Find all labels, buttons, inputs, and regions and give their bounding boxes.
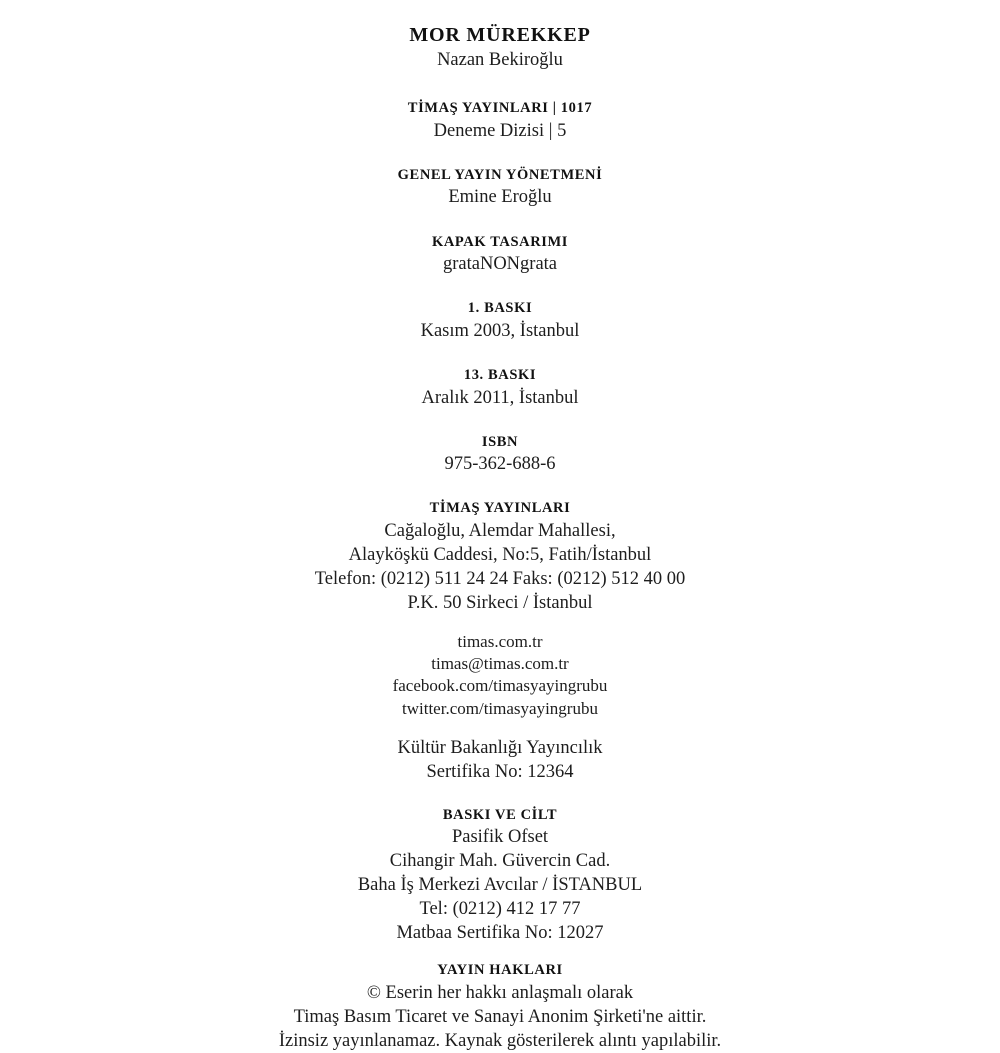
section-heading: TİMAŞ YAYINLARI [429,500,571,517]
book-title-block [120,22,880,73]
printer-certificate-line: Matbaa Sertifika No: 12027 [396,923,604,944]
address-line: Cağaloğlu, Alemdar Mahallesi, [384,521,616,542]
section-thirteenth-edition [120,366,880,411]
section-publishing-rights [120,961,880,1053]
po-box-line: P.K. 50 Sirkeci / İstanbul [407,593,593,614]
section-heading: ISBN [481,433,519,450]
certificate-number-line: Sertifika No: 12364 [426,761,574,782]
facebook-line: facebook.com/timasyayingrubu [392,676,608,696]
printer-address-line: Baha İş Merkezi Avcılar / İSTANBUL [357,875,643,896]
section-line: grataNONgrata [442,254,558,275]
phone-fax-line: Telefon: (0212) 511 24 24 Faks: (0212) 512 40 00 [314,569,686,590]
section-line: Deneme Dizisi | 5 [433,120,567,141]
section-publisher-series [120,99,880,144]
email-line: timas@timas.com.tr [431,654,569,674]
section-online-contacts [120,631,880,719]
rights-line: Timaş Basım Ticaret ve Sanayi Anonim Şirketi'ne aittir. [293,1007,707,1028]
section-line: Emine Eroğlu [448,187,552,208]
section-isbn [120,433,880,478]
address-line: Alayköşkü Caddesi, No:5, Fatih/İstanbul [348,545,652,566]
author-name: Nazan Bekiroğlu [437,50,563,70]
section-heading: KAPAK TASARIMI [431,233,569,250]
rights-line: © Eserin her hakkı anlaşmalı olarak [366,983,634,1004]
page-title: MOR MÜREKKEP [409,24,591,46]
certificate-authority-line: Kültür Bakanlığı Yayıncılık [397,737,603,758]
section-line: Kasım 2003, İstanbul [420,320,580,341]
printer-phone-line: Tel: (0212) 412 17 77 [419,899,581,920]
section-heading: GENEL YAYIN YÖNETMENİ [397,166,603,183]
section-heading: BASKI VE CİLT [442,806,558,823]
section-line: Aralık 2011, İstanbul [421,387,579,408]
printer-name-line: Pasifik Ofset [451,827,549,848]
section-ministry-certificate [120,736,880,784]
isbn-value: 975-362-688-6 [444,454,556,475]
rights-line: İzinsiz yayınlanamaz. Kaynak gösterilerek alıntı yapılabilir. [278,1031,722,1052]
section-heading: 13. BASKI [463,367,537,384]
printer-address-line: Cihangir Mah. Güvercin Cad. [389,851,611,872]
section-heading: YAYIN HAKLARI [437,962,563,979]
section-first-edition [120,299,880,344]
section-publisher-address [120,499,880,615]
section-printing-binding [120,806,880,946]
section-heading: 1. BASKI [467,300,533,317]
section-cover-design [120,233,880,278]
section-heading: TİMAŞ YAYINLARI | 1017 [407,100,593,117]
section-general-editor [120,166,880,211]
website-line: timas.com.tr [457,632,543,652]
twitter-line: twitter.com/timasyayingrubu [402,698,598,718]
